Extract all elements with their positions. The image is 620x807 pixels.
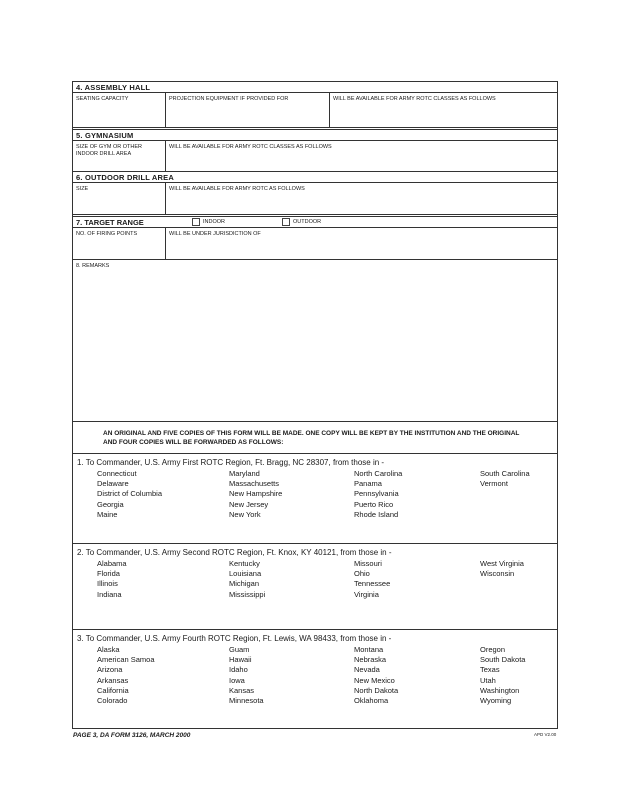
state-item: Rhode Island xyxy=(354,509,399,519)
state-item: District of Columbia xyxy=(97,489,163,499)
state-column xyxy=(480,559,550,600)
section-title-gymnasium: 5. GYMNASIUM xyxy=(73,129,557,141)
state-item: Kansas xyxy=(229,685,255,695)
state-column xyxy=(229,559,354,600)
state-item: Maryland xyxy=(229,469,260,478)
state-item: Nevada xyxy=(354,665,380,675)
state-column xyxy=(480,469,550,520)
state-column xyxy=(354,559,480,600)
form-identifier: PAGE 3, DA FORM 3126, MARCH 2000 xyxy=(73,732,191,739)
indoor-option[interactable] xyxy=(192,218,282,226)
outdoor-drill-row xyxy=(73,183,557,215)
state-item: South Dakota xyxy=(480,655,526,665)
section-title-target-range: 7. TARGET RANGE xyxy=(76,217,144,227)
firing-points-label: NO. OF FIRING POINTS xyxy=(76,231,138,237)
state-item: Wyoming xyxy=(480,696,512,706)
state-item: Washington xyxy=(480,685,520,695)
state-item: Tennessee xyxy=(354,579,391,589)
state-item: Idaho xyxy=(229,665,248,675)
form-version: APD V2.00 xyxy=(534,732,557,737)
firing-points-field[interactable] xyxy=(73,228,165,259)
state-item: Ohio xyxy=(354,569,370,579)
state-item: Delaware xyxy=(97,479,129,489)
state-item: Minnesota xyxy=(229,696,264,706)
state-item: Panama xyxy=(354,479,382,489)
assembly-hall-availability-label: WILL BE AVAILABLE FOR ARMY ROTC CLASSES AS FOLLOWS xyxy=(333,96,496,102)
state-column xyxy=(229,469,354,520)
state-item: New Mexico xyxy=(354,675,395,685)
outdoor-availability-label: WILL BE AVAILABLE FOR ARMY ROTC AS FOLLOWS xyxy=(169,186,305,192)
state-item: Hawaii xyxy=(229,655,252,665)
outdoor-size-label: SIZE xyxy=(76,186,89,192)
state-item: Louisiana xyxy=(229,569,262,579)
gym-size-field[interactable] xyxy=(73,141,165,171)
state-column xyxy=(354,469,480,520)
state-item: South Carolina xyxy=(480,469,530,478)
state-item: Iowa xyxy=(229,675,245,685)
state-item: North Carolina xyxy=(354,469,403,478)
state-item: Nebraska xyxy=(354,655,387,665)
state-item: California xyxy=(97,685,129,695)
state-item: New York xyxy=(229,509,261,519)
seating-capacity-field[interactable] xyxy=(73,93,165,127)
outdoor-size-field[interactable] xyxy=(73,183,165,214)
state-item: North Dakota xyxy=(354,685,399,695)
state-item: Oregon xyxy=(480,645,506,654)
gym-availability-field[interactable] xyxy=(165,141,557,171)
state-item: New Jersey xyxy=(229,499,269,509)
state-item: Michigan xyxy=(229,579,260,589)
target-range-header xyxy=(73,216,557,228)
section-title-assembly-hall: 4. ASSEMBLY HALL xyxy=(73,82,557,93)
state-column xyxy=(97,559,229,600)
state-item: Pennsylvania xyxy=(354,489,399,499)
state-item: Georgia xyxy=(97,499,124,509)
state-item: Puerto Rico xyxy=(354,499,394,509)
seating-capacity-label: SEATING CAPACITY xyxy=(76,96,129,102)
state-list xyxy=(73,643,557,706)
section-title-outdoor-drill: 6. OUTDOOR DRILL AREA xyxy=(73,172,557,183)
state-item: Illinois xyxy=(97,579,118,589)
state-item: Alaska xyxy=(97,645,120,654)
distribution-notice: AN ORIGINAL AND FIVE COPIES OF THIS FORM WILL BE MADE. ONE COPY WILL BE KEPT BY THE INSTITUTION AND THE ORIGINAL AND FOUR COPIES WILL BE FORWARDED AS FOLLOWS: xyxy=(73,422,557,454)
state-column xyxy=(97,645,229,706)
state-item: American Samoa xyxy=(97,655,155,665)
state-column xyxy=(354,645,480,706)
state-column xyxy=(97,469,229,520)
state-column xyxy=(229,645,354,706)
state-item: Virginia xyxy=(354,589,379,599)
state-list xyxy=(73,467,557,520)
remarks-label: 8. REMARKS xyxy=(76,263,110,269)
state-item: Maine xyxy=(97,509,118,519)
region-second xyxy=(73,544,557,630)
jurisdiction-field[interactable] xyxy=(165,228,557,259)
state-item: Vermont xyxy=(480,479,508,489)
state-item: Guam xyxy=(229,645,250,654)
region-heading: 3. To Commander, U.S. Army Fourth ROTC Region, Ft. Lewis, WA 98433, from those in - xyxy=(77,634,392,643)
state-item: Utah xyxy=(480,675,496,685)
indoor-label: INDOOR xyxy=(203,219,225,225)
state-item: Montana xyxy=(354,645,384,654)
state-item: Arizona xyxy=(97,665,123,675)
remarks-field[interactable] xyxy=(73,260,557,422)
state-item: Indiana xyxy=(97,589,122,599)
projection-equipment-label: PROJECTION EQUIPMENT IF PROVIDED FOR xyxy=(169,96,289,102)
outdoor-availability-field[interactable] xyxy=(165,183,557,214)
state-item: Connecticut xyxy=(97,469,137,478)
state-item: Arkansas xyxy=(97,675,129,685)
assembly-hall-availability-field[interactable] xyxy=(329,93,557,127)
assembly-hall-row xyxy=(73,93,557,128)
state-item: Missouri xyxy=(354,559,382,568)
region-first xyxy=(73,454,557,544)
region-heading: 2. To Commander, U.S. Army Second ROTC Region, Ft. Knox, KY 40121, from those in - xyxy=(77,548,392,557)
state-column xyxy=(480,645,550,706)
state-item: Texas xyxy=(480,665,500,675)
jurisdiction-label: WILL BE UNDER JURISDICTION OF xyxy=(169,231,261,237)
region-heading: 1. To Commander, U.S. Army First ROTC Region, Ft. Bragg, NC 28307, from those in - xyxy=(77,458,385,467)
state-item: West Virginia xyxy=(480,559,524,568)
state-item: New Hampshire xyxy=(229,489,283,499)
form-page xyxy=(72,81,558,729)
state-item: Massachusetts xyxy=(229,479,280,489)
indoor-checkbox[interactable] xyxy=(192,218,200,226)
outdoor-option[interactable] xyxy=(282,218,372,226)
state-item: Kentucky xyxy=(229,559,260,568)
gym-size-label: SIZE OF GYM OR OTHER INDOOR DRILL AREA xyxy=(76,144,143,157)
outdoor-checkbox[interactable] xyxy=(282,218,290,226)
state-item: Wisconsin xyxy=(480,569,515,579)
state-list xyxy=(73,557,557,600)
outdoor-label: OUTDOOR xyxy=(293,219,322,225)
state-item: Colorado xyxy=(97,696,128,706)
state-item: Florida xyxy=(97,569,120,579)
state-item: Mississippi xyxy=(229,589,266,599)
state-item: Alabama xyxy=(97,559,127,568)
state-item: Oklahoma xyxy=(354,696,389,706)
projection-equipment-field[interactable] xyxy=(165,93,329,127)
gymnasium-row xyxy=(73,141,557,172)
gym-availability-label: WILL BE AVAILABLE FOR ARMY ROTC CLASSES AS FOLLOWS xyxy=(169,144,332,150)
target-range-row xyxy=(73,228,557,260)
region-fourth xyxy=(73,630,557,731)
